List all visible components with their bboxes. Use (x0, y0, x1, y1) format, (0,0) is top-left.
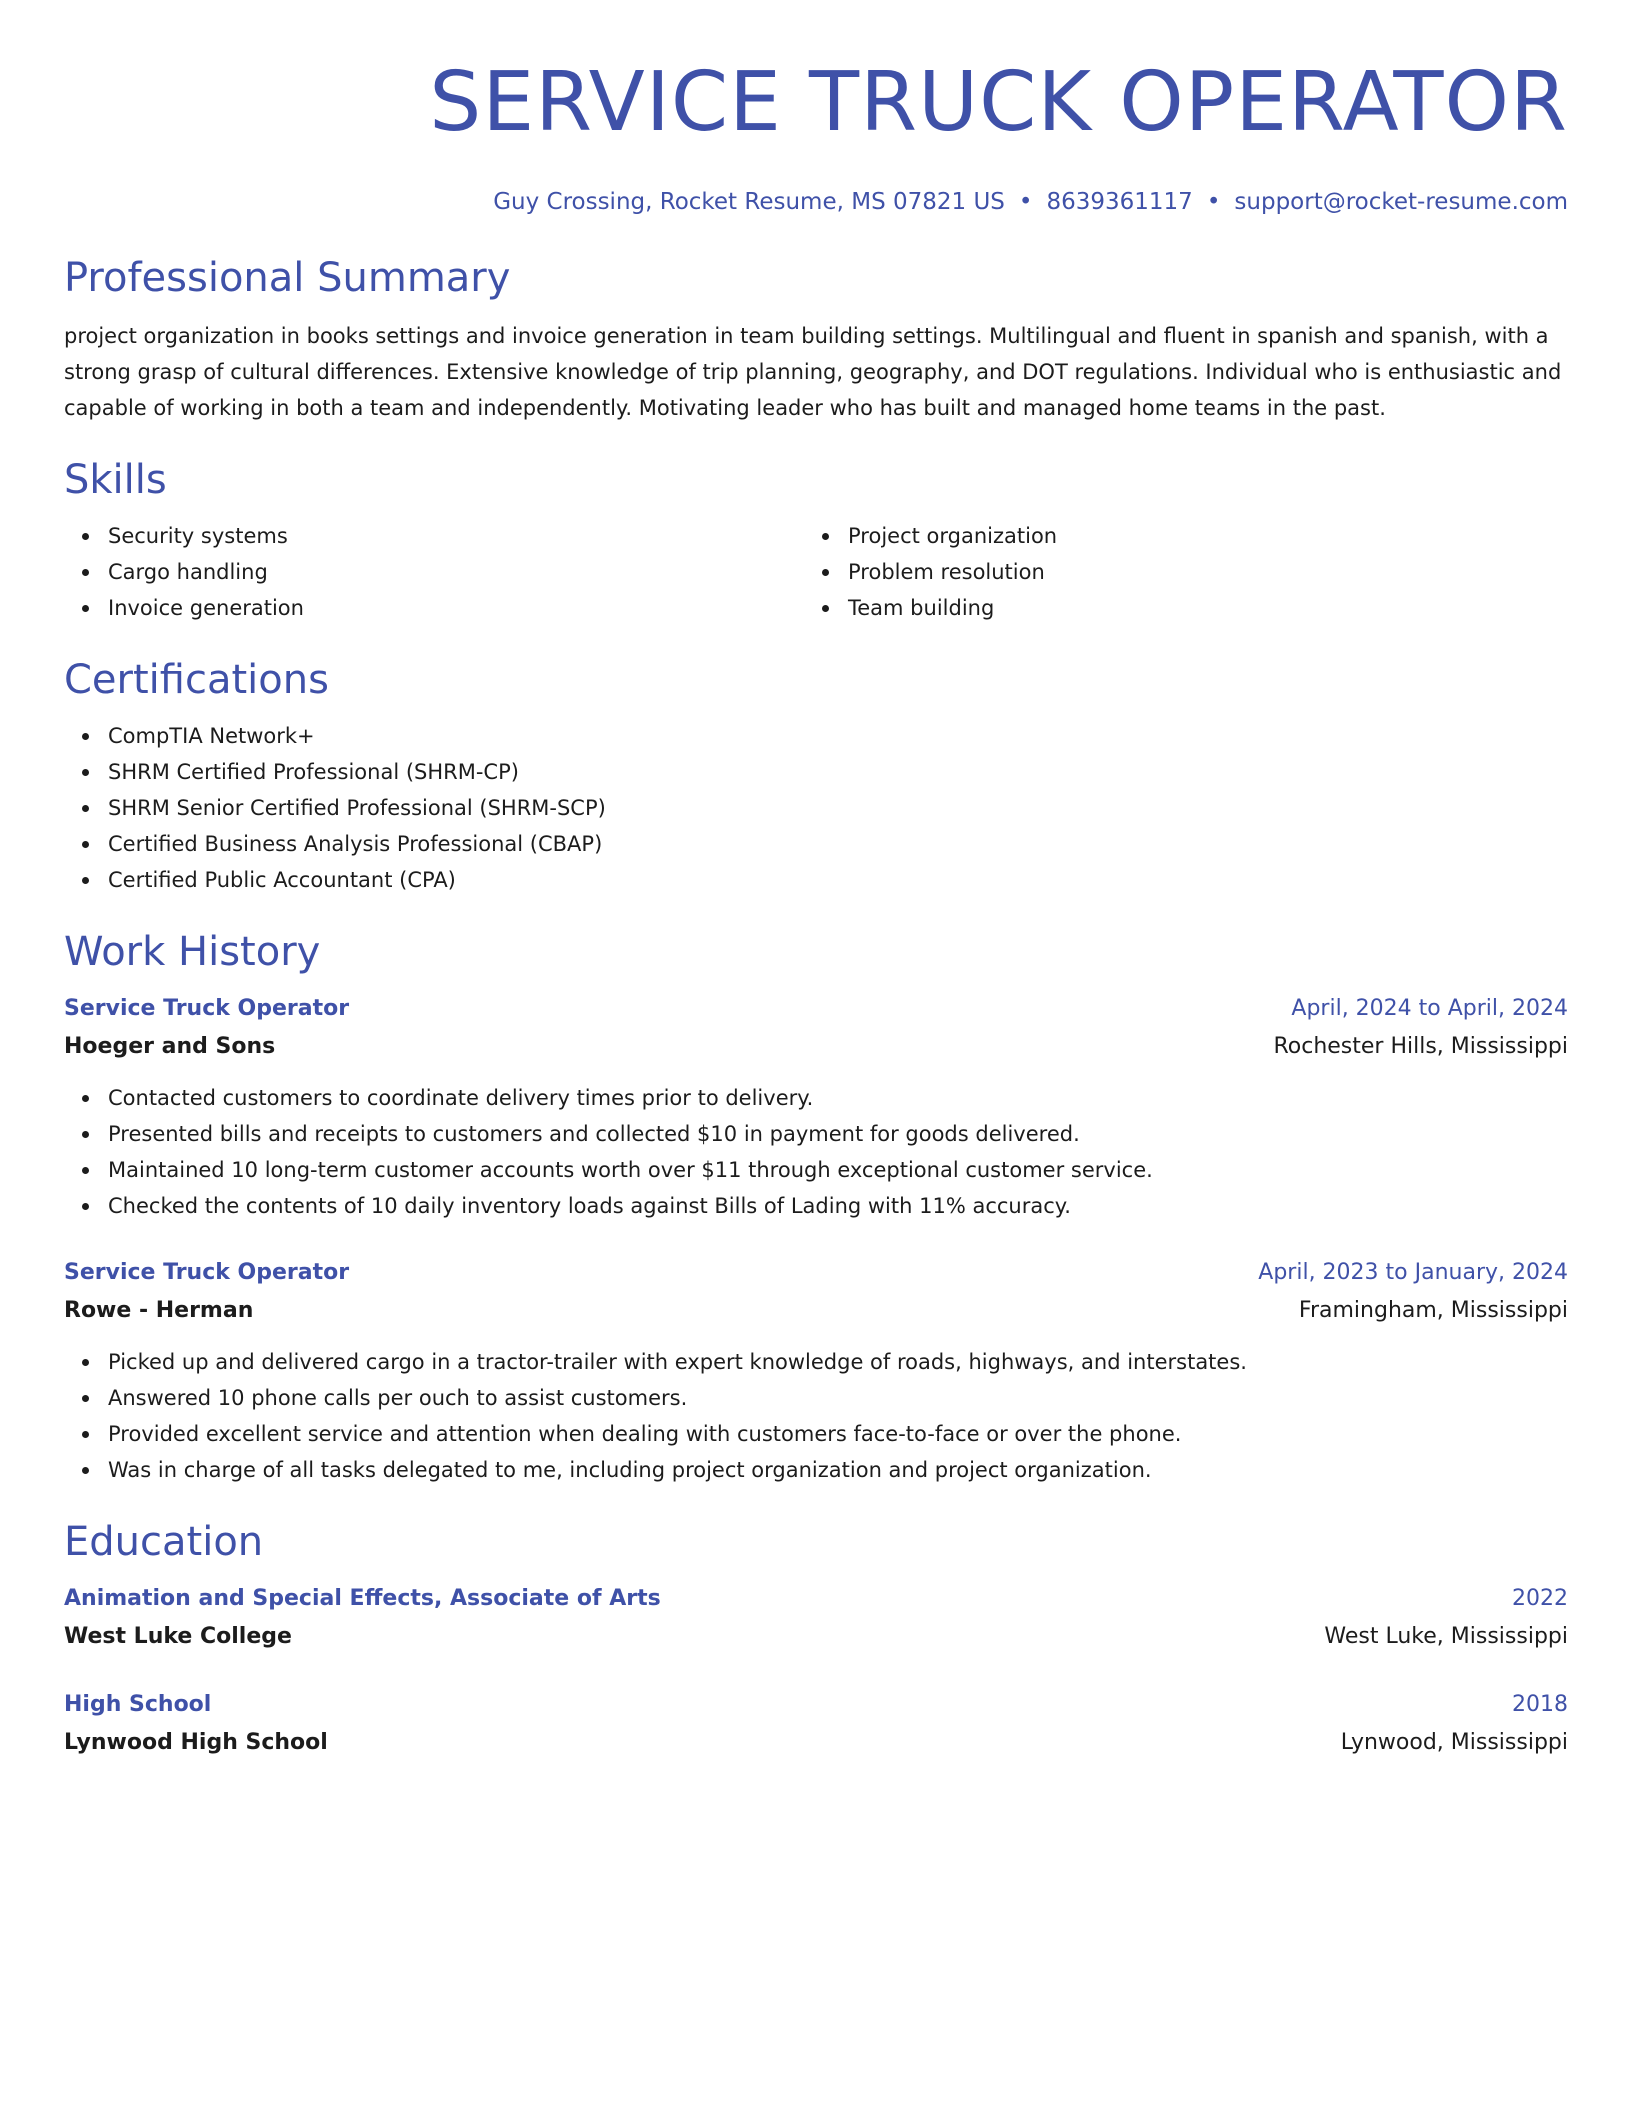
education-heading: Education (64, 1519, 264, 1565)
job-location: Framingham, Mississippi (1298, 1298, 1568, 1323)
contact-phone: 8639361117 (1046, 189, 1193, 215)
skill-item: Cargo handling (108, 554, 804, 590)
contact-line (64, 186, 1568, 218)
certification-item: Certified Business Analysis Professional (CBAP) (108, 826, 1568, 862)
skill-item: Project organization (848, 518, 1544, 554)
education-degree: Animation and Special Effects, Associate of Arts (64, 1586, 661, 1611)
job-duty-item: Provided excellent service and attention when dealing with customers face-to-face or over the phone. (108, 1416, 1568, 1452)
education-year: 2022 (1512, 1586, 1568, 1611)
job-duty-item: Maintained 10 long-term customer accounts worth over $11 through exceptional customer service. (108, 1152, 1568, 1188)
education-entry (64, 1580, 1568, 1656)
skill-item: Invoice generation (108, 590, 804, 626)
job-duty-item: Answered 10 phone calls per ouch to assist customers. (108, 1380, 1568, 1416)
contact-separator: • (1206, 189, 1221, 215)
education-entry (64, 1686, 1568, 1762)
education-school: West Luke College (64, 1624, 292, 1649)
job-company: Rowe - Herman (64, 1298, 254, 1323)
job-duty-item: Contacted customers to coordinate delivery times prior to delivery. (108, 1080, 1568, 1116)
skills-grid (64, 518, 1568, 626)
certification-item: Certified Public Accountant (CPA) (108, 862, 1568, 898)
skill-item: Team building (848, 590, 1544, 626)
job-company: Hoeger and Sons (64, 1034, 276, 1059)
skills-section (64, 454, 1568, 626)
summary-text: project organization in books settings and invoice generation in team building settings. Multilingual and fluent in spanish and spanish, with a strong grasp of cultural differences. Extensive knowledge of trip planning, geography, and DOT regulations. Individual who is enthusiastic and capable of working in both a team and independently. Motivating leader who has built and managed home teams in the past. (64, 324, 1562, 420)
contact-separator: • (1018, 189, 1033, 215)
job-title: SERVICE TRUCK OPERATOR (429, 55, 1568, 150)
job-duty-item: Picked up and delivered cargo in a tractor-trailer with expert knowledge of roads, highways, and interstates. (108, 1344, 1568, 1380)
education-section (64, 1516, 1568, 1762)
job-duty-item: Checked the contents of 10 daily inventory loads against Bills of Lading with 11% accuracy. (108, 1188, 1568, 1224)
skills-heading: Skills (64, 457, 167, 503)
education-degree: High School (64, 1692, 212, 1717)
job-role: Service Truck Operator (64, 1260, 350, 1285)
skill-item: Security systems (108, 518, 804, 554)
job-duties-list (64, 1344, 1568, 1488)
summary-heading: Professional Summary (64, 255, 511, 301)
job-entry (64, 990, 1568, 1224)
education-year: 2018 (1512, 1692, 1568, 1717)
education-location: Lynwood, Mississippi (1340, 1730, 1568, 1755)
job-company-row (64, 1292, 1568, 1330)
job-company-row (64, 1028, 1568, 1066)
certification-item: CompTIA Network+ (108, 718, 1568, 754)
job-location: Rochester Hills, Mississippi (1273, 1034, 1568, 1059)
job-dates: April, 2023 to January, 2024 (1258, 1260, 1568, 1285)
job-header-row (64, 1254, 1568, 1292)
certifications-section (64, 654, 1568, 898)
job-duties-list (64, 1080, 1568, 1224)
education-location: West Luke, Mississippi (1324, 1624, 1568, 1649)
education-header-row (64, 1686, 1568, 1724)
job-dates: April, 2024 to April, 2024 (1291, 996, 1568, 1021)
job-header-row (64, 990, 1568, 1028)
education-school-row (64, 1724, 1568, 1762)
education-school: Lynwood High School (64, 1730, 328, 1755)
job-role: Service Truck Operator (64, 996, 350, 1021)
job-duty-item: Was in charge of all tasks delegated to me, including project organization and project organization. (108, 1452, 1568, 1488)
work-history-heading: Work History (64, 929, 321, 975)
contact-email[interactable]: support@rocket-resume.com (1234, 189, 1568, 215)
certifications-list (64, 718, 1568, 898)
resume-header (64, 48, 1568, 218)
work-history-section (64, 926, 1568, 1488)
certification-item: SHRM Certified Professional (SHRM-CP) (108, 754, 1568, 790)
certifications-heading: Certifications (64, 657, 329, 703)
contact-address: Guy Crossing, Rocket Resume, MS 07821 US (493, 189, 1005, 215)
skills-list-left (64, 518, 804, 626)
summary-section (64, 252, 1568, 426)
education-header-row (64, 1580, 1568, 1618)
job-entry (64, 1254, 1568, 1488)
certification-item: SHRM Senior Certified Professional (SHRM-SCP) (108, 790, 1568, 826)
education-school-row (64, 1618, 1568, 1656)
job-duty-item: Presented bills and receipts to customers and collected $10 in payment for goods delivered. (108, 1116, 1568, 1152)
skill-item: Problem resolution (848, 554, 1544, 590)
skills-list-right (804, 518, 1544, 626)
